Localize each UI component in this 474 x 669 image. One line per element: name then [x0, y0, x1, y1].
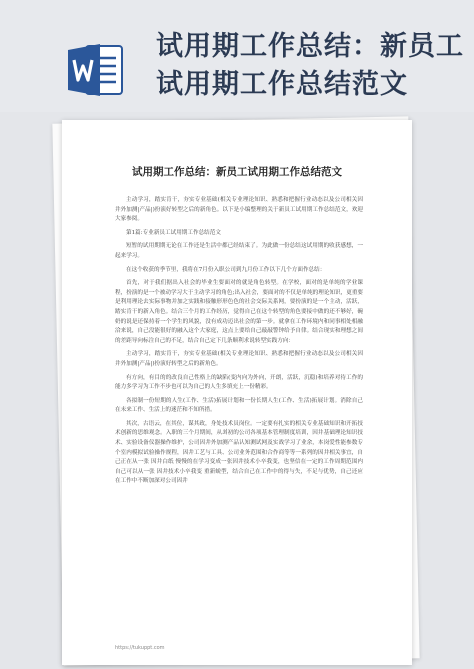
section-heading: 第1篇:专业新员工试用期工作总结范文 [126, 229, 221, 236]
body-paragraph: 各拟制一份短期的人生(工作、生活)拓展计划和一份长期人生(工作、生活)拓展计划。消除自己在未来工作、生活上的迷茫和不知所措。 [115, 397, 363, 414]
page-headline: 试用期工作总结：新员工试用期工作总结范文 [156, 31, 464, 100]
word-icon [66, 40, 124, 100]
body-paragraph: 主动学习，踏实肯干，夯实专业基础(相关专业理论知识、熟悉和把握行业动态以及公司相关因井外加测|产品|)扮演好转型之后的新角色。 [115, 351, 363, 367]
document-body [115, 196, 363, 491]
document-page [62, 120, 412, 665]
body-paragraph: 其次，古语云，在其位，谋其政，身处技术员岗位。一定要有扎实的相关专业基础知识和开拓技术创新的思维观念。入职的三个月期间，从최初的公司各项基本管理制度培训，因井基础理论知识技术、实验设备仪器操作维护，公司因井外加测产品认知测试网及实战学习了业余，本岗爱性能参数专个室内模拟试验操作规程，因井工艺与工具、公司业务范围和合作商等等一系列的因井相关事宜，自己正在从一张 因井白纸 慢慢的在学习变成一张因井技术小卒我变，也坚信在一定的工作周期范围内自己可以从一张 因井技术小卒我变 重新蜕型，结合自己在工作中的得与失，不足与优势，自己还应在工作中不断加深对公司因井 [115, 420, 363, 485]
intro-paragraph: 主动学习，踏实肯干，夯实专业基础(相关专业理论知识、熟悉和把握行业动态以及公司相关因井外加测|产品|)扮演好转型之后的新角色。以下是小编整理的关于新员工试用期工作总结范文，欢迎大家参阅。 [115, 197, 363, 223]
document-title: 试用期工作总结：新员工试用期工作总结范文 [132, 166, 342, 178]
page-header [0, 0, 474, 112]
body-paragraph: 短暂的试用期期无论在工作还是生活中都已经结束了。为此做一份总结这试用期的收获感想，一起来学习。 [115, 243, 363, 259]
body-paragraph: 在这个收获的季节里，我将在7月份入职公司到九月份工作以下几个方面作总结： [126, 266, 326, 273]
body-paragraph: 首先，对于我们据出入社会的毕业生要面对的就是角色转型。在学校，面对的是单纯的学业课程，扮演的是一个被动学习大于主动学习的角色;出入社会，要面对的不仅是单纯的理论知识，更重要是利用理论去实际事物并加之实践和接触形形色色的社会交际关系网，要扮演的是一个主动，活跃，踏实肯干的新入角色。结合三个月的工作经历，觉得自己在这个转型的角色要接中做的还不够好，碗奶的说是还保持着一个学生的风貌，没有成功迈出社会的第一步。就拿在工作环境内和同事相处相融洽来说，自己没能很好的融入这个大家庭，这点上要给自己敲敲警钟给予自律。结合现实和理想之间的差距导向标注自己的不足，结合自己定下几条顺利求说转型实践方向： [115, 280, 364, 344]
body-paragraph: 有方向，有目的的改良自己性格上的缺陷(变内向为外向，开朗，活跃，沉稳)和培养对待工作的能力多学习为工作不步也可以为自己的人生多填充上一份精彩。 [115, 374, 363, 391]
footer-url: https://tukuppt.com [115, 645, 165, 651]
